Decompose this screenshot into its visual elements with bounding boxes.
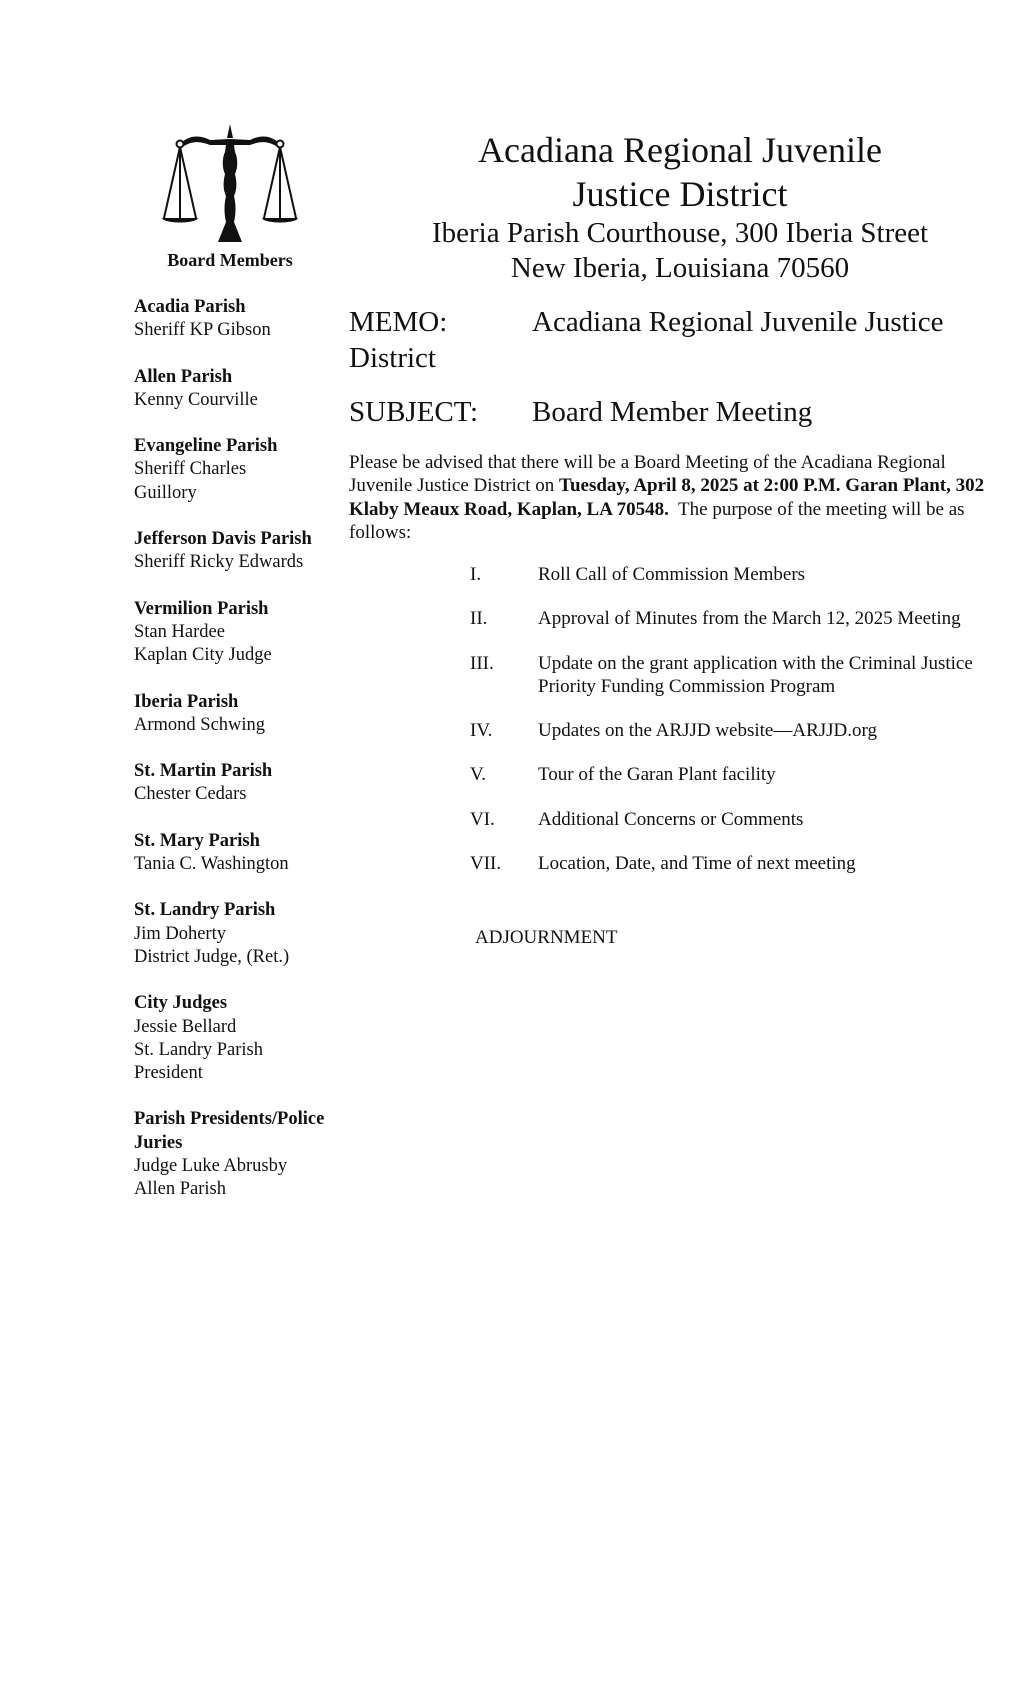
meeting-details: Tuesday, April 8, 2025 at 2:00 P.M. Garan Plant, 302 Klaby Meaux Road, Kaplan, LA 70548.	[349, 475, 985, 520]
agenda-item-text: Update on the grant application with the Criminal Justice Priority Funding Commission Program	[538, 652, 973, 697]
member-group	[134, 830, 344, 877]
memo-value: Acadiana Regional Juvenile Justice	[532, 306, 944, 338]
member-group-title: St. Martin Parish	[134, 761, 273, 782]
member-group	[134, 296, 344, 343]
member-name: Kenny Courville	[134, 389, 258, 410]
member-group-title: St. Mary Parish	[134, 830, 260, 851]
member-group-title: Parish Presidents/Police Juries	[134, 1109, 325, 1153]
member-name: Guillory	[134, 482, 197, 503]
member-name: Sheriff KP Gibson	[134, 320, 271, 341]
agenda-item	[470, 607, 990, 630]
agenda-item-number: VII.	[470, 853, 502, 875]
member-group-title: Jefferson Davis Parish	[134, 529, 312, 550]
memo-block	[349, 304, 1009, 430]
member-group-title: Iberia Parish	[134, 691, 239, 712]
member-group-title: City Judges	[134, 993, 228, 1014]
agenda-item	[470, 719, 990, 742]
notice-outro: The purpose of the meeting will be as follows:	[349, 498, 970, 543]
address-line2: New Iberia, Louisiana 70560	[510, 252, 850, 284]
agenda-item-number: VI.	[470, 808, 495, 830]
agenda-item-number: V.	[470, 764, 487, 786]
agenda-item	[470, 852, 990, 875]
member-name: District Judge, (Ret.)	[134, 946, 290, 967]
member-group-title: St. Landry Parish	[134, 900, 276, 921]
member-group	[134, 598, 344, 668]
memo-value-continued: District	[349, 342, 436, 374]
member-name: Jessie Bellard	[134, 1016, 237, 1037]
agenda-item-text: Tour of the Garan Plant facility	[538, 764, 776, 786]
member-name: Jim Doherty	[134, 923, 226, 944]
org-name-line2: Justice District	[572, 174, 788, 214]
member-group-title: Allen Parish	[134, 366, 233, 387]
notice-intro: Please be advised that there will be a Board Meeting of the Acadiana Regional Juvenile Justice District on	[349, 452, 946, 497]
address-line1: Iberia Parish Courthouse, 300 Iberia Street	[431, 217, 929, 249]
agenda-item-text: Additional Concerns or Comments	[538, 808, 804, 830]
member-group	[134, 691, 344, 738]
member-name: Allen Parish	[134, 1179, 226, 1200]
scales-of-justice-icon	[162, 124, 298, 250]
member-group	[134, 366, 344, 413]
member-group-title: Evangeline Parish	[134, 436, 278, 457]
agenda-item-number: IV.	[470, 720, 493, 742]
member-group	[134, 899, 344, 969]
org-name-line1: Acadiana Regional Juvenile	[478, 130, 882, 170]
member-group	[134, 992, 344, 1085]
member-group	[134, 760, 344, 807]
member-name: St. Landry Parish	[134, 1039, 263, 1060]
member-name: Sheriff Charles	[134, 459, 247, 480]
member-group	[134, 1108, 344, 1201]
board-members-heading: Board Members	[167, 250, 293, 270]
agenda-item-number: I.	[470, 564, 482, 585]
notice-paragraph	[349, 451, 1009, 544]
subject-label: SUBJECT:	[349, 396, 479, 428]
adjournment: ADJOURNMENT	[475, 927, 618, 948]
member-name: President	[134, 1063, 203, 1084]
member-name: Armond Schwing	[134, 714, 266, 735]
agenda-item-number: II.	[470, 608, 488, 630]
agenda-item-text: Approval of Minutes from the March 12, 2025 Meeting	[538, 608, 961, 630]
letterhead	[400, 128, 960, 286]
agenda-item	[470, 763, 990, 786]
agenda-item	[470, 563, 990, 586]
member-name: Kaplan City Judge	[134, 645, 272, 666]
member-group-title: Acadia Parish	[134, 297, 246, 317]
member-name: Stan Hardee	[134, 621, 225, 642]
member-name: Judge Luke Abrusby	[134, 1156, 288, 1177]
subject-row	[349, 394, 1009, 430]
member-group	[134, 528, 344, 575]
memo-row	[349, 304, 1009, 340]
agenda-item	[470, 808, 990, 831]
agenda-item-text: Updates on the ARJJD website—ARJJD.org	[538, 720, 878, 742]
member-name: Tania C. Washington	[134, 854, 289, 875]
member-name: Chester Cedars	[134, 784, 247, 805]
agenda-item-number: III.	[470, 652, 494, 674]
memo-label: MEMO:	[349, 306, 448, 338]
board-members-list	[134, 296, 344, 1225]
member-group	[134, 435, 344, 505]
subject-value: Board Member Meeting	[532, 396, 813, 428]
agenda-item-text: Location, Date, and Time of next meeting	[538, 853, 856, 875]
agenda-item-text: Roll Call of Commission Members	[538, 564, 806, 585]
member-group-title: Vermilion Parish	[134, 598, 269, 619]
agenda-item	[470, 652, 990, 699]
member-name: Sheriff Ricky Edwards	[134, 552, 304, 573]
agenda-list	[470, 563, 990, 896]
